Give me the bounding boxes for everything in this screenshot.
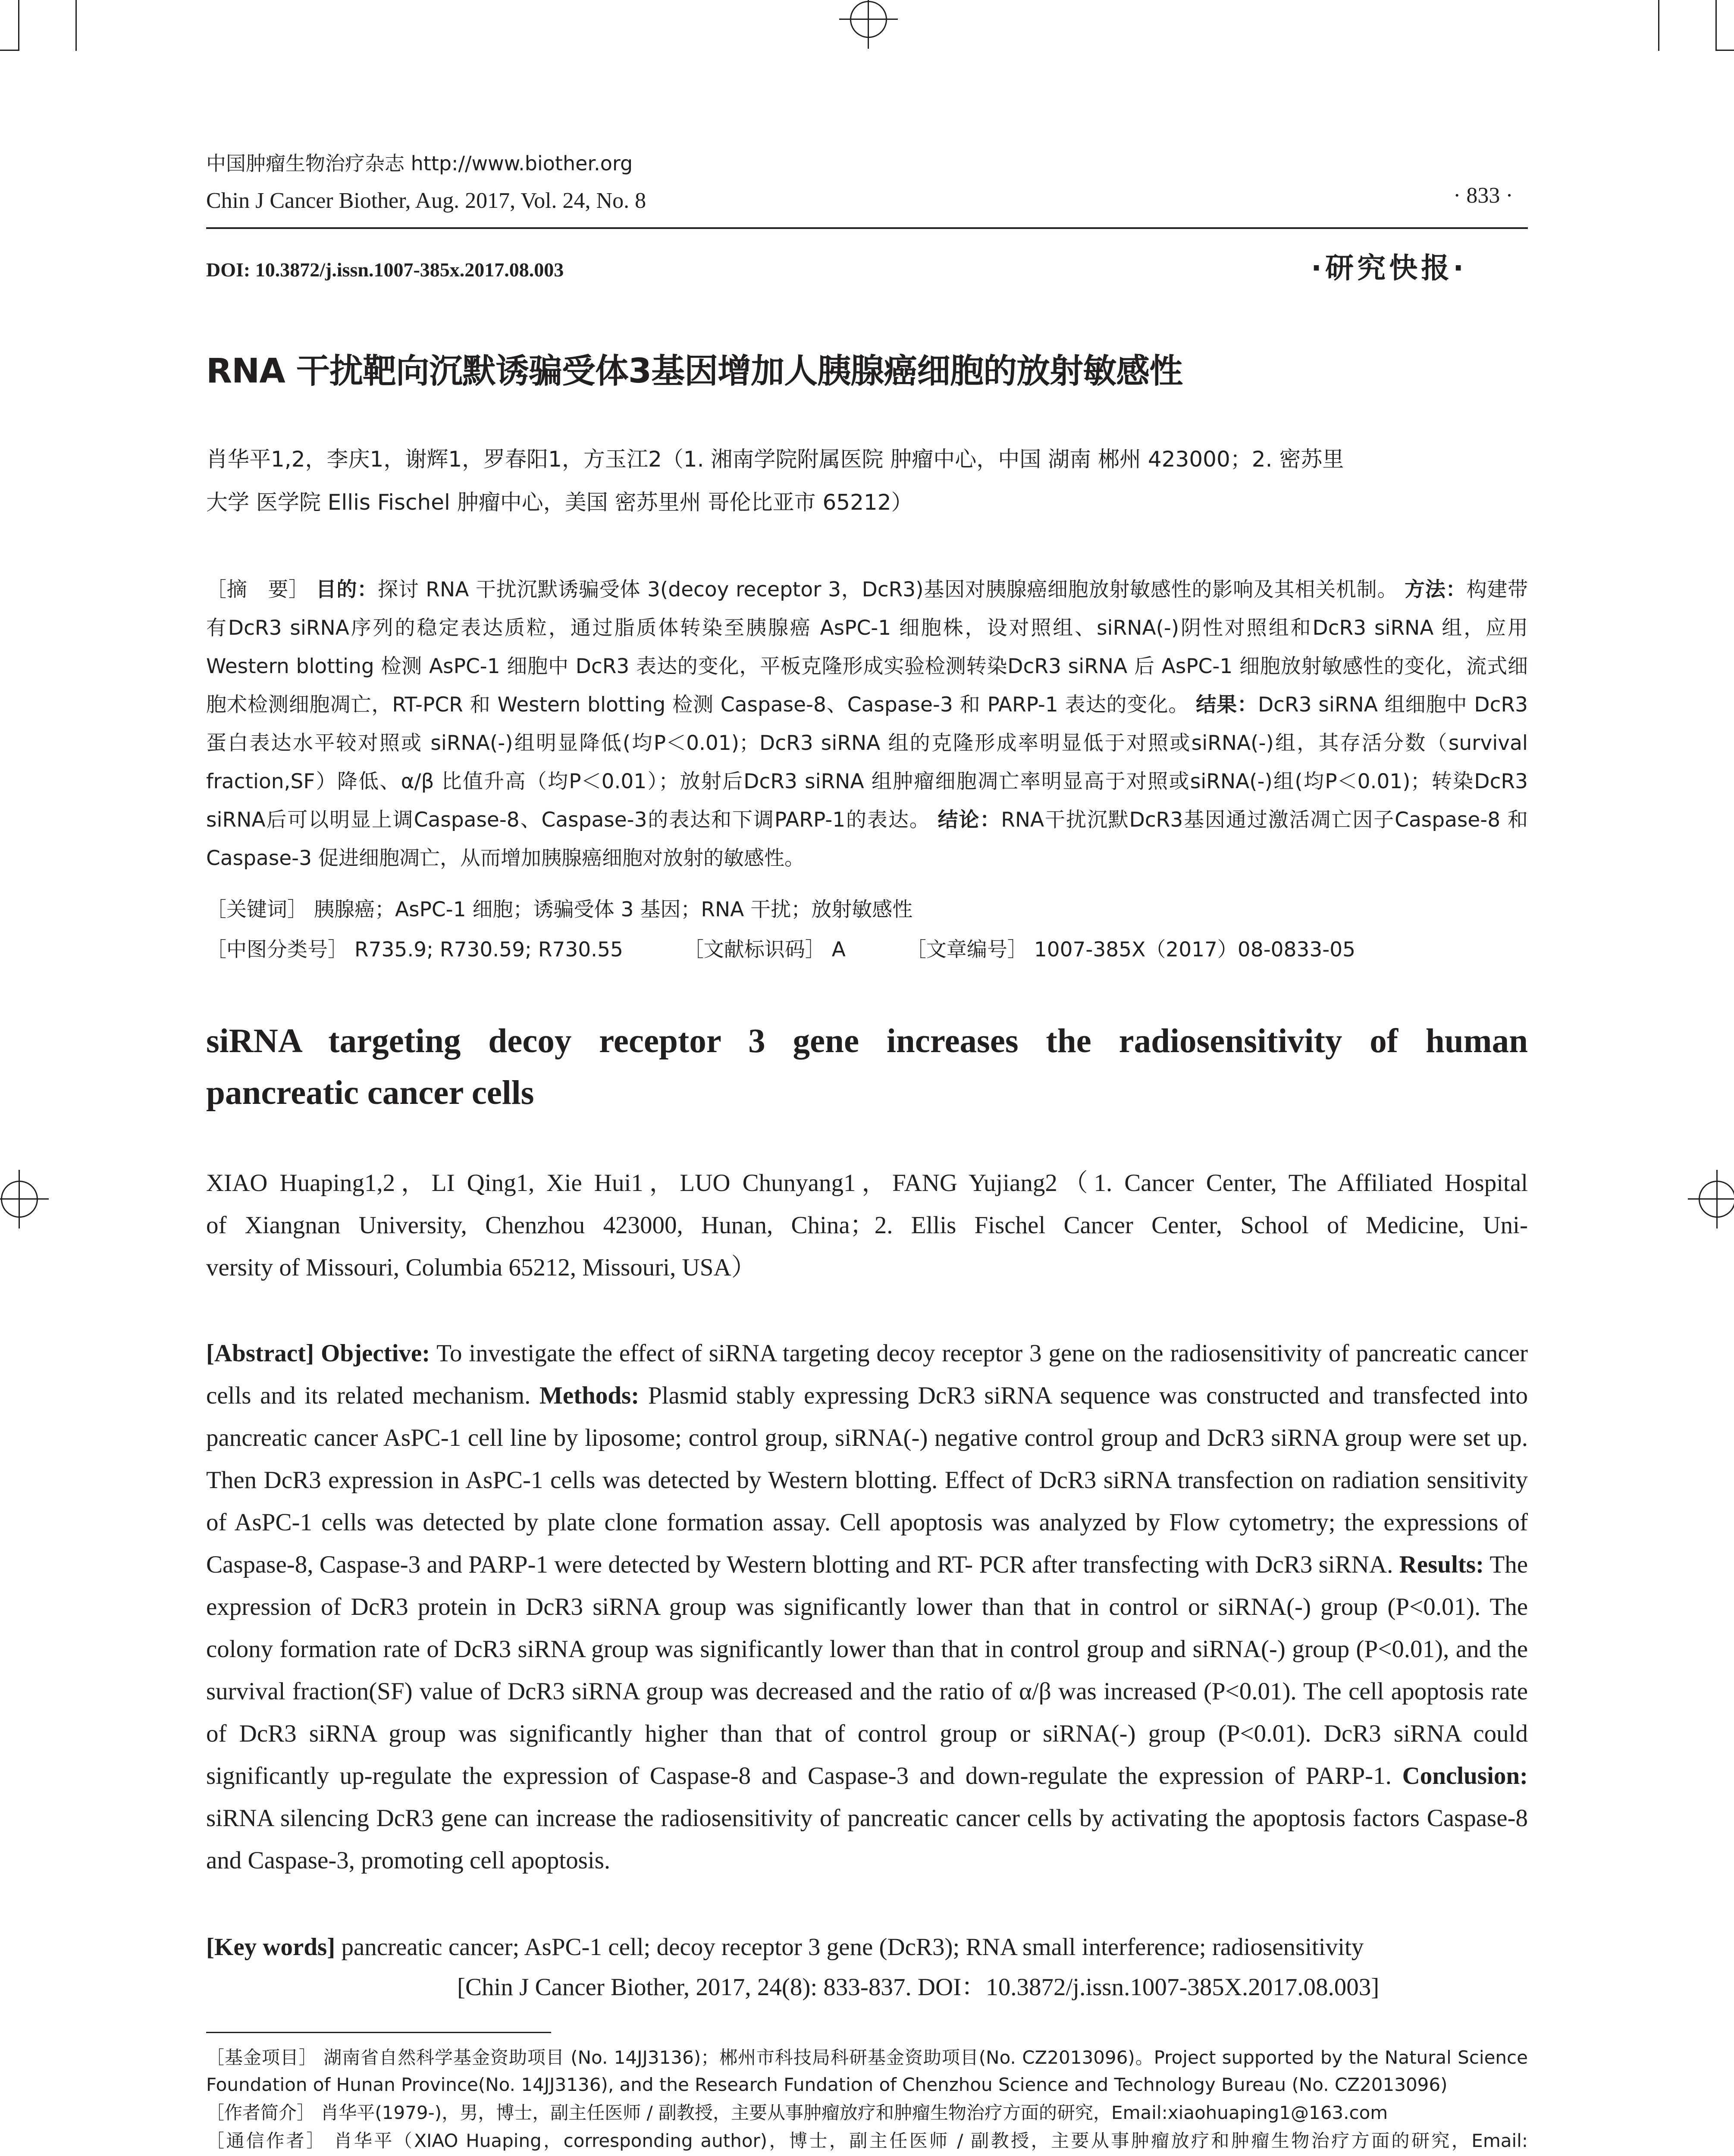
authors-en xyxy=(206,1162,1528,1289)
crop-mark xyxy=(1658,0,1659,51)
registration-mark-top xyxy=(850,1,887,38)
footnote-author xyxy=(206,2099,1528,2126)
corr-text: 肖华平（XIAO Huaping，corresponding author)，博士，副主任医师 / 副教授，主要从事肿瘤放疗和肿瘤生物治疗方面的研究，Email: xyxy=(334,2130,1528,2151)
conclusion-en-label: Conclusion: xyxy=(1402,1762,1528,1789)
abstract-en xyxy=(206,1332,1528,1882)
clc-value: R735.9; R730.59; R730.55 xyxy=(354,938,623,962)
keywords-cn-label: ［关键词］ xyxy=(206,898,307,921)
citation-line: [Chin J Cancer Biother, 2017, 24(8): 833-837. DOI：10.3872/j.issn.1007-385X.2017.08.003] xyxy=(457,1974,1380,2001)
fund-text: 湖南省自然科学基金资助项目 (No. 14JJ3136)；郴州市科技局科研基金资助项目(No. CZ2013096)。Project supported by the Natural Science Foundation of Hunan Province(No. 14JJ3136), and the Research Fundation of Chenzhou Science and Technology Bureau (No. CZ2013096) xyxy=(206,2047,1528,2095)
objective-en-text: To investigate the effect of siRNA targeting decoy receptor 3 gene on the radiosensitivity of pancreatic cancer cells and its related mechanism. xyxy=(206,1340,1528,1409)
keywords-en-text: pancreatic cancer; AsPC-1 cell; decoy receptor 3 gene (DcR3); RNA small interference; radiosensitivity xyxy=(341,1934,1364,1961)
keywords-cn xyxy=(206,890,1528,929)
keywords-cn-text: 胰腺癌；AsPC-1 细胞；诱骗受体 3 基因；RNA 干扰；放射敏感性 xyxy=(314,898,913,921)
footnote-corresponding xyxy=(206,2127,1528,2156)
author-label: ［作者简介］ xyxy=(206,2102,315,2123)
crop-mark xyxy=(18,0,19,51)
header-rule xyxy=(206,227,1528,229)
methods-label: 方法： xyxy=(1405,578,1467,602)
clc-label: ［中图分类号］ xyxy=(206,938,348,962)
objective-en-label: Objective: xyxy=(321,1340,430,1367)
page-number: · 833 · xyxy=(1453,183,1513,208)
classification-line xyxy=(206,931,1528,969)
methods-text: 构建带有DcR3 siRNA序列的稳定表达质粒，通过脂质体转染至胰腺癌 AsPC-1 细胞株，设对照组、siRNA(-)阴性对照组和DcR3 siRNA 组，应用 Western blotting 检测 AsPC-1 细胞中 DcR3 表达的变化，平板克隆形成实验检测转染DcR3 siRNA 后 AsPC-1 细胞放射敏感性的变化，流式细胞术检测细胞凋亡，RT-PCR 和 Western blotting 检测 Caspase-8、Caspase-3 和 PARP-1 表达的变化。 xyxy=(206,578,1528,717)
author-text: 肖华平(1979-)，男，博士，副主任医师 / 副教授，主要从事肿瘤放疗和肿瘤生物治疗方面的研究，Email:xiaohuaping1@163.com xyxy=(320,2102,1388,2123)
keywords-en-label: [Key words] xyxy=(206,1934,336,1961)
abstract-cn-label: ［摘 要］ xyxy=(206,578,309,602)
results-text: DcR3 siRNA 组细胞中 DcR3 蛋白表达水平较对照或 siRNA(-)组明显降低(均P＜0.01)；DcR3 siRNA 组的克隆形成率明显低于对照或siRNA(-)组，其存活分数（survival fraction,SF）降低、α/β 比值升高（均P＜0.01）；放射后DcR3 siRNA 组肿瘤细胞凋亡率明显高于对照或siRNA(-)组(均P＜0.01)；转染DcR3 siRNA后可以明显上调Caspase-8、Caspase-3的表达和下调PARP-1的表达。 xyxy=(206,693,1528,832)
abstract-cn xyxy=(206,570,1528,877)
doc-code-label: ［文献标识码］ xyxy=(683,938,825,962)
registration-mark-right xyxy=(1699,1181,1734,1218)
doc-code-value: A xyxy=(831,938,846,962)
authors-cn xyxy=(206,438,1528,524)
registration-mark-left xyxy=(1,1181,38,1218)
article-no-value: 1007-385X（2017）08-0833-05 xyxy=(1034,938,1356,962)
abstract-en-label: [Abstract] xyxy=(206,1340,314,1367)
authors-cn-line: 大学 医学院 Ellis Fischel 肿瘤中心，美国 密苏里州 哥伦比亚市 65212） xyxy=(206,490,913,515)
results-en-label: Results: xyxy=(1399,1551,1484,1578)
crop-mark xyxy=(75,0,77,51)
crop-mark xyxy=(1715,50,1734,51)
corr-label: ［通信作者］ xyxy=(206,2130,326,2151)
authors-en-line: of Xiangnan University, Chenzhou 423000, Hunan, China；2. Ellis Fischel Cancer Center, School of Medicine, Uni- xyxy=(206,1212,1528,1239)
conclusion-label: 结论： xyxy=(938,808,1001,832)
results-label: 结果： xyxy=(1196,693,1258,717)
conclusion-text: RNA干扰沉默DcR3基因通过激活凋亡因子Caspase-8 和Caspase-3 促进细胞凋亡，从而增加胰腺癌细胞对放射的敏感性。 xyxy=(206,808,1528,870)
journal-en-citation: Chin J Cancer Biother, Aug. 2017, Vol. 24, No. 8 xyxy=(206,188,646,213)
title-en-line: siRNA targeting decoy receptor 3 gene increases the radiosensitivity of human xyxy=(206,1022,1528,1060)
doi-line: DOI: 10.3872/j.issn.1007-385x.2017.08.003 xyxy=(206,259,564,281)
title-en-line: pancreatic cancer cells xyxy=(206,1074,534,1112)
journal-cn-name-url: 中国肿瘤生物治疗杂志 http://www.biother.org xyxy=(206,152,633,175)
results-en-text: The expression of DcR3 protein in DcR3 siRNA group was significantly lower than that in control or siRNA(-) group (P<0.01). The colony formation rate of DcR3 siRNA group was significantly lower than that in control group and siRNA(-) group (P<0.01), and the survival fraction(SF) value of DcR3 siRNA group was decreased and the ratio of α/β was increased (P<0.01). The cell apoptosis rate of DcR3 siRNA group was significantly higher than that of control group or siRNA(-) group (P<0.01). DcR3 siRNA could significantly up-regulate the expression of Caspase-8 and Caspase-3 and down-regulate the expression of PARP-1. xyxy=(206,1551,1528,1789)
footnote-fund xyxy=(206,2044,1528,2098)
authors-en-line: versity of Missouri, Columbia 65212, Missouri, USA） xyxy=(206,1254,756,1281)
section-label: ·研究快报· xyxy=(1311,251,1467,285)
footnote-rule xyxy=(206,2032,551,2033)
crop-mark xyxy=(0,50,19,51)
objective-label: 目的： xyxy=(316,578,378,602)
title-en xyxy=(206,1015,1528,1119)
keywords-en xyxy=(206,1926,1528,1968)
methods-en-label: Methods: xyxy=(539,1382,640,1409)
crop-mark xyxy=(1715,0,1717,51)
fund-label: ［基金项目］ xyxy=(206,2047,317,2068)
conclusion-en-text: siRNA silencing DcR3 gene can increase the radiosensitivity of pancreatic cancer cells by activating the apoptosis factors Caspase-8 and Caspase-3, promoting cell apoptosis. xyxy=(206,1805,1528,1874)
authors-en-line: XIAO Huaping1,2，LI Qing1, Xie Hui1，LUO Chunyang1，FANG Yujiang2（1. Cancer Center, The Affiliated Hospital xyxy=(206,1169,1528,1197)
objective-text: 探讨 RNA 干扰沉默诱骗受体 3(decoy receptor 3，DcR3)基因对胰腺癌细胞放射敏感性的影响及其相关机制。 xyxy=(378,578,1398,602)
methods-en-text: Plasmid stably expressing DcR3 siRNA sequence was constructed and transfected into pancreatic cancer AsPC-1 cell line by liposome; control group, siRNA(-) negative control group and DcR3 siRNA group were set up. Then DcR3 expression in AsPC-1 cells was detected by Western blotting. Effect of DcR3 siRNA transfection on radiation sensitivity of AsPC-1 cells was detected by plate clone formation assay. Cell apoptosis was analyzed by Flow cytometry; the expressions of Caspase-8, Caspase-3 and PARP-1 were detected by Western blotting and RT- PCR after transfecting with DcR3 siRNA. xyxy=(206,1382,1528,1578)
authors-cn-line: 肖华平1,2，李庆1，谢辉1，罗春阳1，方玉江2（1. 湘南学院附属医院 肿瘤中心，中国 湖南 郴州 423000；2. 密苏里 xyxy=(206,447,1344,472)
article-no-label: ［文章编号］ xyxy=(906,938,1028,962)
title-cn: RNA 干扰靶向沉默诱骗受体3基因增加人胰腺癌细胞的放射敏感性 xyxy=(206,352,1183,391)
